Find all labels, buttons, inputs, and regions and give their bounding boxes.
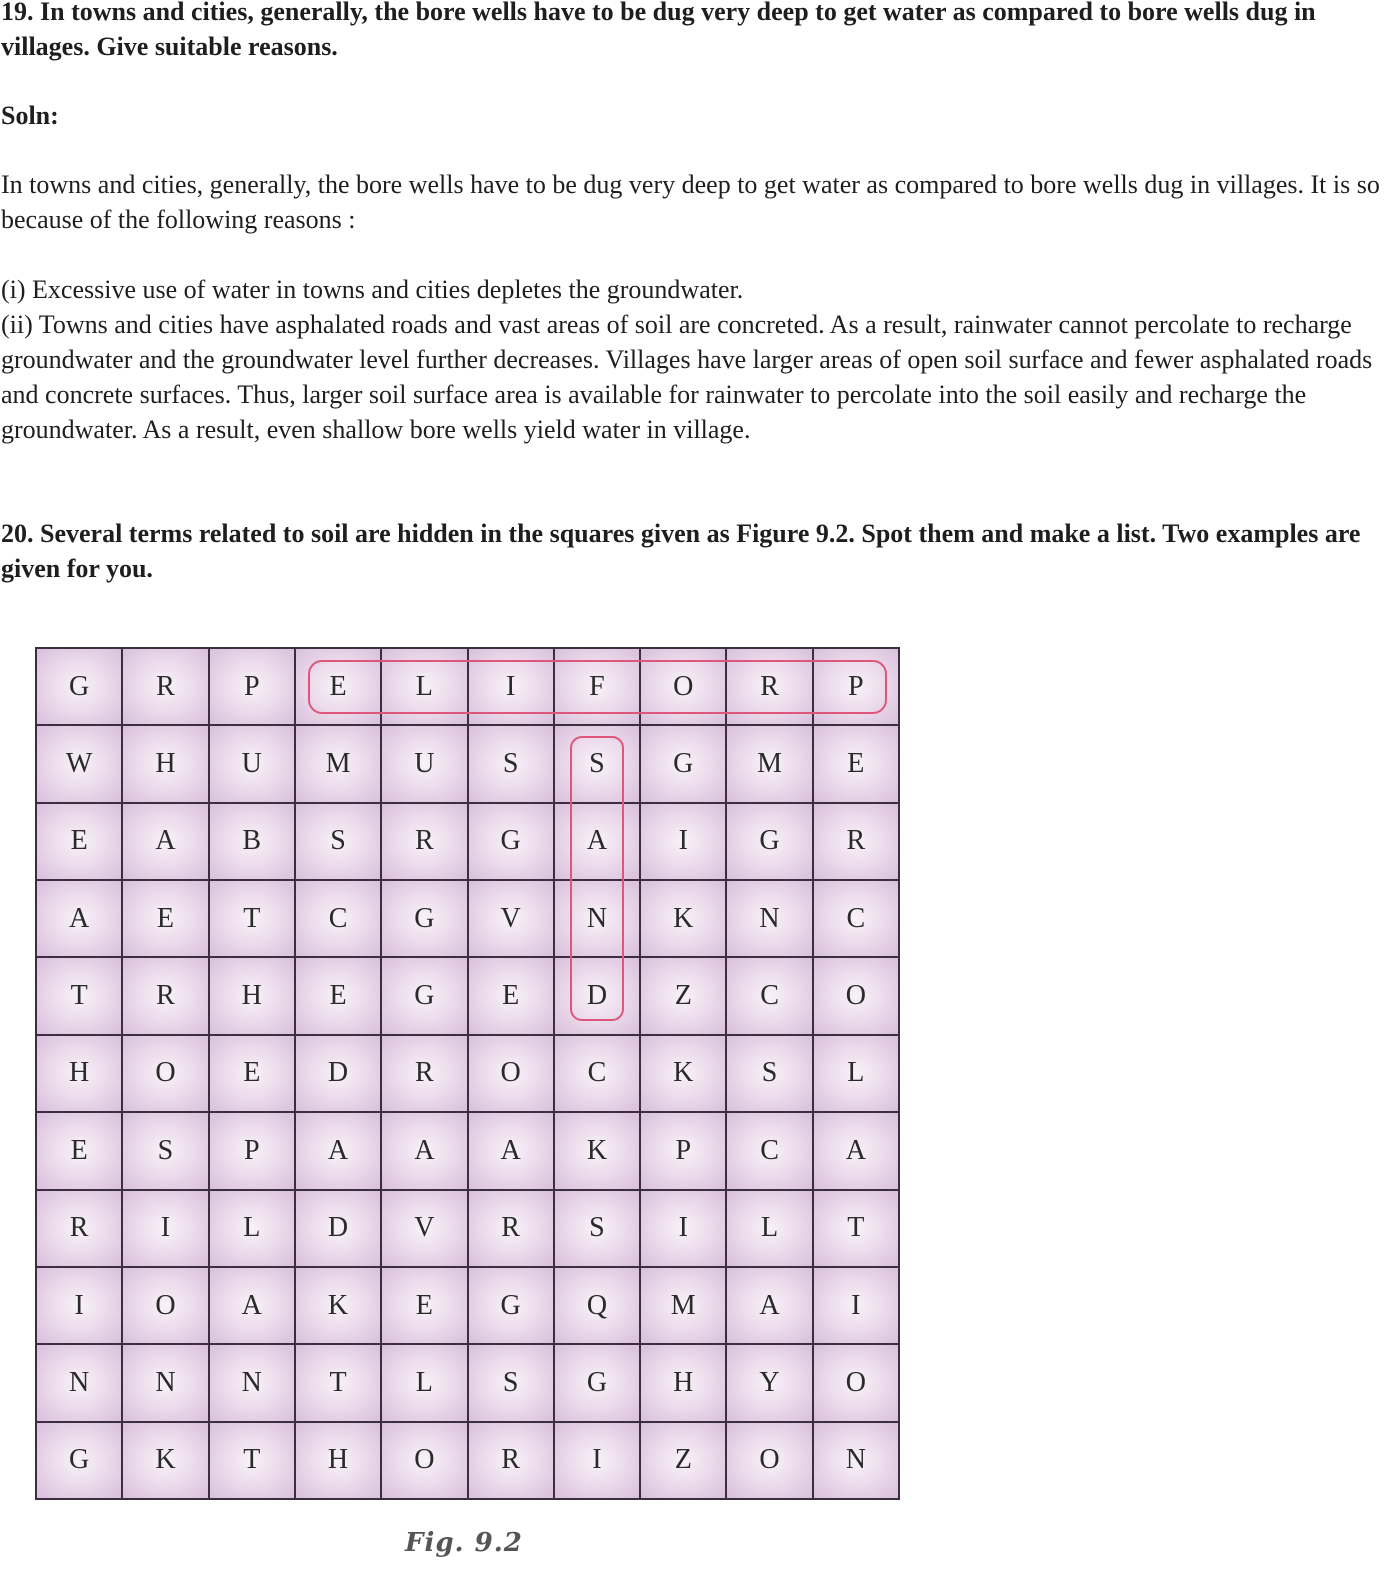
grid-cell: A — [296, 1113, 380, 1188]
word-search-figure — [35, 647, 900, 1500]
grid-cell: C — [555, 1036, 639, 1111]
grid-cell: Z — [641, 958, 725, 1033]
grid-cell: O — [123, 1036, 207, 1111]
grid-cell: K — [296, 1268, 380, 1343]
question-20: 20. Several terms related to soil are hidden in the squares given as Figure 9.2. Spot them and make a list. Two examples are given for you. — [1, 519, 1361, 583]
grid-cell: S — [555, 1191, 639, 1266]
grid-cell: L — [210, 1191, 294, 1266]
grid-cell: A — [123, 804, 207, 879]
grid-cell: I — [123, 1191, 207, 1266]
grid-cell: C — [296, 881, 380, 956]
grid-cell: S — [469, 1345, 553, 1420]
answer-19-reasons — [1, 272, 1391, 447]
grid-cell: A — [469, 1113, 553, 1188]
grid-cell: G — [555, 1345, 639, 1420]
grid-cell: L — [382, 649, 466, 724]
grid-cell: I — [37, 1268, 121, 1343]
grid-cell: G — [727, 804, 811, 879]
grid-cell: G — [37, 649, 121, 724]
grid-cell: E — [296, 958, 380, 1033]
grid-cell: O — [814, 1345, 898, 1420]
grid-cell: I — [641, 804, 725, 879]
question-19: 19. In towns and cities, generally, the bore wells have to be dug very deep to get water as compared to bore wells dug in villages. Give suitable reasons. — [1, 0, 1316, 61]
grid-cell: R — [382, 804, 466, 879]
grid-cell: U — [382, 726, 466, 801]
grid-cell: A — [37, 881, 121, 956]
grid-cell: E — [382, 1268, 466, 1343]
grid-cell: R — [382, 1036, 466, 1111]
grid-cell: G — [37, 1423, 121, 1498]
grid-cell: R — [727, 649, 811, 724]
grid-cell: M — [727, 726, 811, 801]
reason-1: (i) Excessive use of water in towns and cities depletes the groundwater. — [1, 275, 744, 304]
grid-cell: C — [727, 958, 811, 1033]
grid-cell: O — [469, 1036, 553, 1111]
grid-cell: S — [727, 1036, 811, 1111]
grid-cell: N — [727, 881, 811, 956]
grid-cell: U — [210, 726, 294, 801]
grid-cell: I — [814, 1268, 898, 1343]
grid-cell: R — [37, 1191, 121, 1266]
grid-cell: Q — [555, 1268, 639, 1343]
grid-cell: M — [296, 726, 380, 801]
grid-cell: M — [641, 1268, 725, 1343]
grid-cell: E — [123, 881, 207, 956]
grid-cell: F — [555, 649, 639, 724]
grid-cell: Y — [727, 1345, 811, 1420]
grid-cell: A — [382, 1113, 466, 1188]
grid-cell: R — [123, 958, 207, 1033]
grid-cell: G — [469, 804, 553, 879]
grid-cell: R — [814, 804, 898, 879]
grid-cell: L — [814, 1036, 898, 1111]
grid-cell: E — [814, 726, 898, 801]
grid-cell: I — [555, 1423, 639, 1498]
grid-cell: R — [469, 1423, 553, 1498]
solution-label: Soln: — [1, 101, 59, 130]
grid-cell: T — [37, 958, 121, 1033]
grid-cell: H — [296, 1423, 380, 1498]
grid-cell: T — [296, 1345, 380, 1420]
grid-cell: T — [210, 1423, 294, 1498]
grid-cell: I — [641, 1191, 725, 1266]
grid-cell: W — [37, 726, 121, 801]
grid-cell: P — [814, 649, 898, 724]
grid-cell: D — [296, 1036, 380, 1111]
grid-cell: H — [210, 958, 294, 1033]
grid-cell: S — [555, 726, 639, 801]
grid-cell: N — [123, 1345, 207, 1420]
grid-cell: O — [382, 1423, 466, 1498]
grid-cell: A — [555, 804, 639, 879]
grid-cell: P — [210, 1113, 294, 1188]
grid-cell: G — [382, 881, 466, 956]
grid-cell: N — [210, 1345, 294, 1420]
grid-cell: K — [123, 1423, 207, 1498]
grid-cell: S — [296, 804, 380, 879]
grid-cell: Z — [641, 1423, 725, 1498]
grid-cell: E — [296, 649, 380, 724]
grid-cell: I — [469, 649, 553, 724]
grid-cell: L — [727, 1191, 811, 1266]
grid-cell: G — [641, 726, 725, 801]
grid-cell: B — [210, 804, 294, 879]
grid-cell: A — [814, 1113, 898, 1188]
grid-cell: R — [123, 649, 207, 724]
grid-cell: N — [555, 881, 639, 956]
grid-cell: L — [382, 1345, 466, 1420]
grid-cell: H — [123, 726, 207, 801]
grid-cell: A — [210, 1268, 294, 1343]
grid-cell: K — [555, 1113, 639, 1188]
figure-caption: Fig. 9.2 — [405, 1528, 523, 1558]
grid-cell: E — [37, 804, 121, 879]
grid-cell: V — [382, 1191, 466, 1266]
grid-cell: H — [37, 1036, 121, 1111]
grid-cell: H — [641, 1345, 725, 1420]
grid-cell: G — [469, 1268, 553, 1343]
grid-cell: S — [469, 726, 553, 801]
grid-cell: D — [296, 1191, 380, 1266]
grid-cell: G — [382, 958, 466, 1033]
grid-cell: P — [641, 1113, 725, 1188]
grid-cell: T — [210, 881, 294, 956]
grid-cell: A — [727, 1268, 811, 1343]
word-search-grid — [35, 647, 900, 1500]
answer-19-intro: In towns and cities, generally, the bore wells have to be dug very deep to get water as compared to bore wells dug in villages. It is so because of the following reasons : — [1, 170, 1380, 234]
grid-cell: N — [814, 1423, 898, 1498]
grid-cell: E — [37, 1113, 121, 1188]
grid-cell: R — [469, 1191, 553, 1266]
grid-cell: K — [641, 1036, 725, 1111]
grid-cell: S — [123, 1113, 207, 1188]
grid-cell: O — [727, 1423, 811, 1498]
grid-cell: P — [210, 649, 294, 724]
grid-cell: N — [37, 1345, 121, 1420]
grid-cell: O — [123, 1268, 207, 1343]
grid-cell: C — [814, 881, 898, 956]
grid-cell: T — [814, 1191, 898, 1266]
grid-cell: E — [210, 1036, 294, 1111]
grid-cell: O — [814, 958, 898, 1033]
grid-cell: D — [555, 958, 639, 1033]
reason-2: (ii) Towns and cities have asphalated roads and vast areas of soil are concreted. As a result, rainwater cannot percolate to recharge groundwater and the groundwater level further decreases. Villages have larger areas of open soil surface and fewer asphalated roads and concrete surfaces. Thus, larger soil surface area is available for rainwater to percolate into the soil easily and recharge the groundwater. As a result, even shallow bore wells yield water in village. — [1, 310, 1373, 444]
grid-cell: C — [727, 1113, 811, 1188]
grid-cell: V — [469, 881, 553, 956]
grid-cell: O — [641, 649, 725, 724]
grid-cell: K — [641, 881, 725, 956]
grid-cell: E — [469, 958, 553, 1033]
